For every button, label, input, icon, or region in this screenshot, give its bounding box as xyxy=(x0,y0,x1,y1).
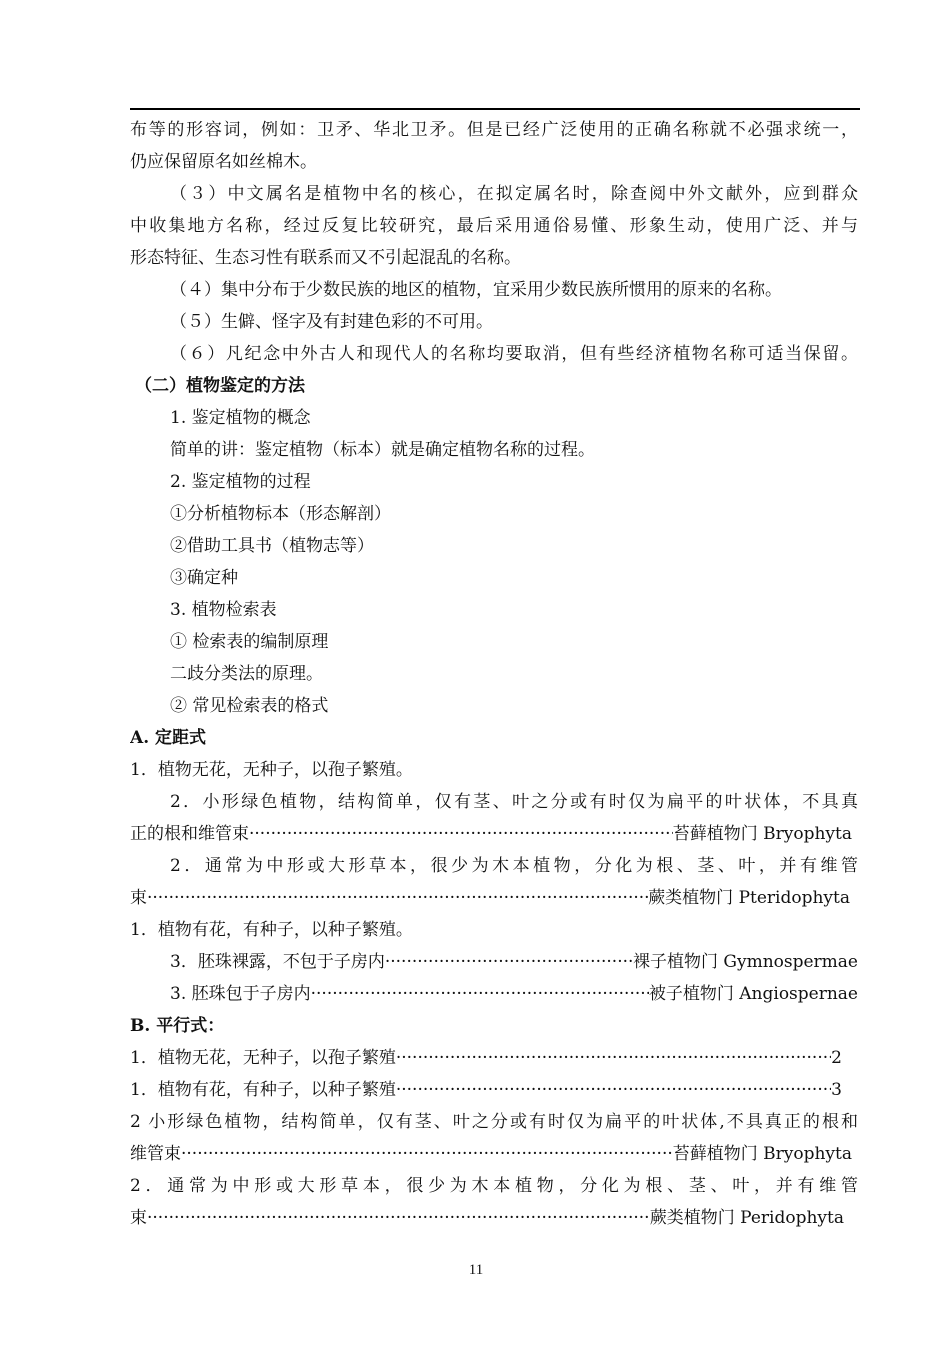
text-line: 二歧分类法的原理。 xyxy=(170,664,323,684)
key-line: 2．通常为中形或大形草本，很少为木本植物，分化为根、茎、叶，并有维管 xyxy=(170,856,858,876)
key-result: 裸子植物门 Gymnospermae xyxy=(632,952,858,972)
section-heading: （二）植物鉴定的方法 xyxy=(135,376,305,396)
key-line-leader xyxy=(130,1143,852,1165)
dot-leader xyxy=(385,951,633,973)
dot-leader xyxy=(147,1207,650,1229)
text-line: （３）中文属名是植物中名的核心，在拟定属名时，除查阅中外文献外，应到群众 xyxy=(170,184,858,204)
key-line-leader xyxy=(130,1079,842,1101)
key-text: 3．胚珠裸露，不包于子房内 xyxy=(170,952,385,972)
dot-leader xyxy=(249,823,673,845)
key-text: 维管束 xyxy=(130,1144,181,1164)
key-result: 3 xyxy=(831,1080,842,1100)
text-line: 形态特征、生态习性有联系而又不引起混乱的名称。 xyxy=(130,248,521,268)
dot-leader xyxy=(181,1143,673,1165)
dot-leader xyxy=(147,887,648,909)
key-line: 1．植物无花，无种子，以孢子繁殖。 xyxy=(130,760,413,780)
key-line: 2 小形绿色植物，结构简单，仅有茎、叶之分或有时仅为扁平的叶状体,不具真正的根和 xyxy=(130,1112,858,1132)
key-line: 1．植物有花，有种子，以种子繁殖。 xyxy=(130,920,413,940)
text-line: ① 检索表的编制原理 xyxy=(170,632,329,652)
text-line: ② 常见检索表的格式 xyxy=(170,696,329,716)
text-line: ①分析植物标本（形态解剖） xyxy=(170,504,391,524)
key-text: 1．植物无花，无种子，以孢子繁殖 xyxy=(130,1048,396,1068)
key-result: 蕨类植物门 Pteridophyta xyxy=(648,888,850,908)
text-line: 仍应保留原名如丝棉木。 xyxy=(130,152,317,172)
text-line: 1. 鉴定植物的概念 xyxy=(170,408,311,428)
key-line-leader xyxy=(130,1207,844,1229)
key-result: 苔藓植物门 Bryophyta xyxy=(672,1144,852,1164)
text-line: 布等的形容词，例如：卫矛、华北卫矛。但是已经广泛使用的正确名称就不必强求统一， xyxy=(130,120,858,140)
text-line: 简单的讲：鉴定植物（标本）就是确定植物名称的过程。 xyxy=(170,440,595,460)
text-line: 3. 植物检索表 xyxy=(170,600,277,620)
key-line-leader xyxy=(170,951,858,973)
text-line: （４）集中分布于少数民族的地区的植物，宜采用少数民族所惯用的原来的名称。 xyxy=(170,280,782,300)
key-text: 束 xyxy=(130,888,147,908)
key-line-leader xyxy=(130,887,850,909)
text-line: （６）凡纪念中外古人和现代人的名称均要取消，但有些经济植物名称可适当保留。 xyxy=(170,344,858,364)
dot-leader xyxy=(311,983,649,1005)
subsection-heading: A. 定距式 xyxy=(130,728,207,748)
key-text: 3. 胚珠包于子房内 xyxy=(170,984,311,1004)
key-result: 苔藓植物门 Bryophyta xyxy=(672,824,852,844)
subsection-heading: B. 平行式： xyxy=(130,1016,225,1036)
key-text: 正的根和维管束 xyxy=(130,824,249,844)
text-line: ②借助工具书（植物志等） xyxy=(170,536,374,556)
dot-leader xyxy=(396,1079,831,1101)
text-line: 中收集地方名称，经过反复比较研究，最后采用通俗易懂、形象生动，使用广泛、并与 xyxy=(130,216,858,236)
header-rule xyxy=(130,108,860,110)
text-line: （５）生僻、怪字及有封建色彩的不可用。 xyxy=(170,312,493,332)
key-line-leader xyxy=(170,983,858,1005)
key-result: 蕨类植物门 Peridophyta xyxy=(649,1208,844,1228)
key-line: 2．小形绿色植物，结构简单，仅有茎、叶之分或有时仅为扁平的叶状体，不具真 xyxy=(170,792,858,812)
key-result: 2 xyxy=(831,1048,842,1068)
key-result: 被子植物门 Angiospernae xyxy=(648,984,858,1004)
text-line: 2. 鉴定植物的过程 xyxy=(170,472,311,492)
page-number: 11 xyxy=(468,1262,484,1278)
key-line-leader xyxy=(130,1047,842,1069)
text-line: ③确定种 xyxy=(170,568,238,588)
key-text: 束 xyxy=(130,1208,147,1228)
key-line-leader xyxy=(130,823,852,845)
key-line: 2．通常为中形或大形草本，很少为木本植物，分化为根、茎、叶，并有维管 xyxy=(130,1176,858,1196)
dot-leader xyxy=(396,1047,831,1069)
key-text: 1．植物有花，有种子，以种子繁殖 xyxy=(130,1080,396,1100)
